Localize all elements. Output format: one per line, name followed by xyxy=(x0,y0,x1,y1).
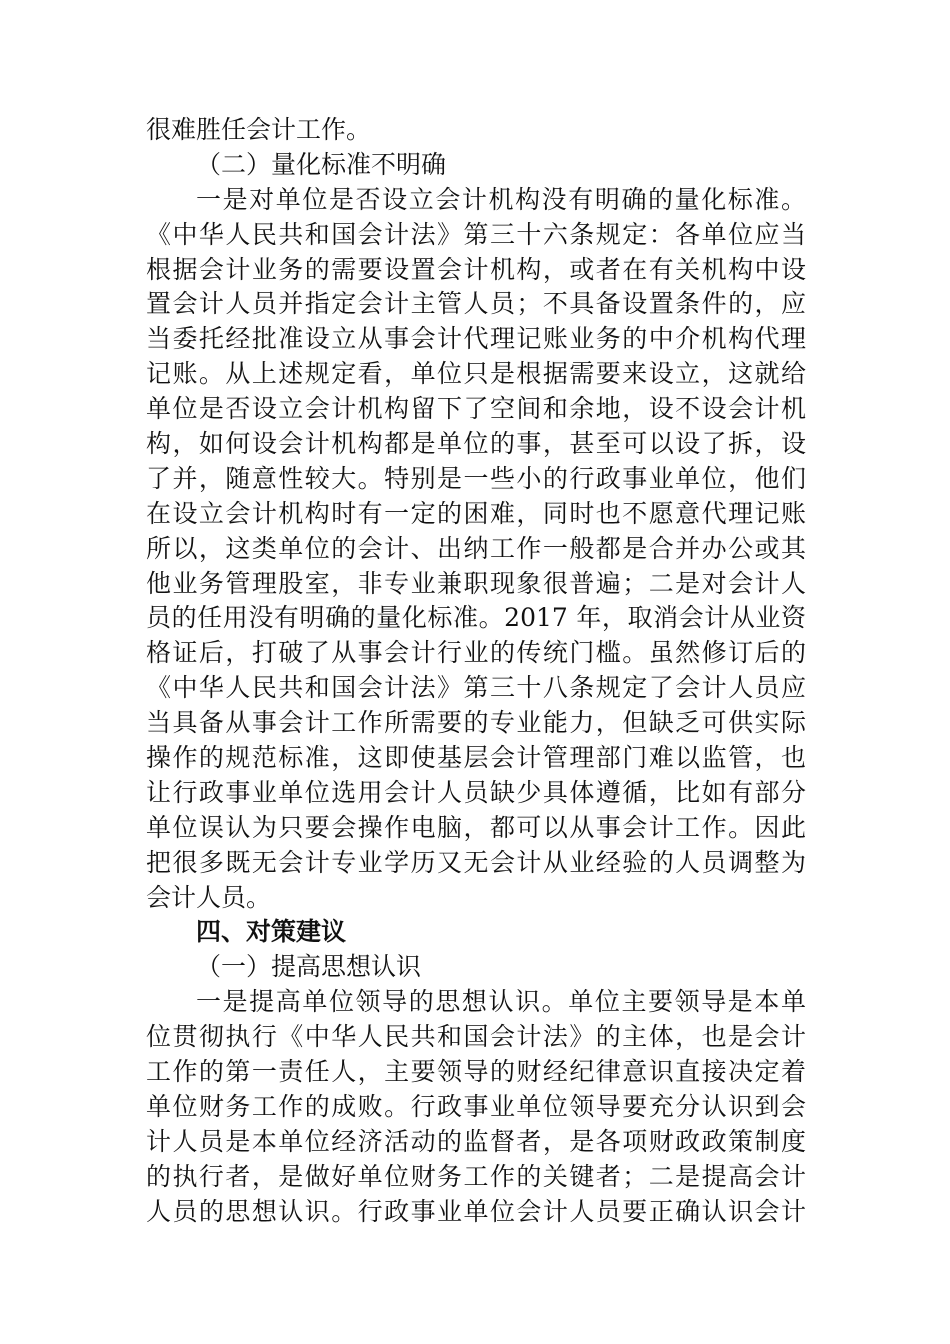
paragraph-line: 员的任用没有明确的量化标准。2017 年，取消会计从业资 xyxy=(146,603,806,633)
paragraph-line: 记账。从上述规定看，单位只是根据需要来设立，这就给 xyxy=(146,359,806,389)
paragraph-line: 《中华人民共和国会计法》第三十八条规定了会计人员应 xyxy=(146,673,806,703)
paragraph-line: 《中华人民共和国会计法》第三十六条规定：各单位应当 xyxy=(146,219,806,249)
paragraph-line: 一是对单位是否设立会计机构没有明确的量化标准。 xyxy=(196,184,806,214)
paragraph-line: 置会计人员并指定会计主管人员；不具备设置条件的，应 xyxy=(146,289,806,319)
paragraph-line: 把很多既无会计专业学历又无会计从业经验的人员调整为 xyxy=(146,847,806,877)
paragraph-line: 格证后，打破了从事会计行业的传统门槛。虽然修订后的 xyxy=(146,638,806,668)
paragraph-line: 根据会计业务的需要设置会计机构，或者在有关机构中设 xyxy=(146,254,806,284)
subsection-heading: （一）提高思想认识 xyxy=(196,952,422,982)
paragraph-line: 构，如何设会计机构都是单位的事，甚至可以设了拆，设 xyxy=(146,429,806,459)
paragraph-line: 的执行者，是做好单位财务工作的关键者；二是提高会计 xyxy=(146,1161,806,1191)
paragraph-line: 一是提高单位领导的思想认识。单位主要领导是本单 xyxy=(196,987,806,1017)
paragraph-line: 让行政事业单位选用会计人员缺少具体遵循，比如有部分 xyxy=(146,777,806,807)
paragraph-line: 计人员是本单位经济活动的监督者，是各项财政政策制度 xyxy=(146,1126,806,1156)
paragraph-line: 所以，这类单位的会计、出纳工作一般都是合并办公或其 xyxy=(146,533,806,563)
paragraph-line: 工作的第一责任人，主要领导的财经纪律意识直接决定着 xyxy=(146,1057,806,1087)
section-heading: 四、对策建议 xyxy=(196,917,347,947)
paragraph-line: 很难胜任会计工作。 xyxy=(146,115,372,144)
paragraph-line: 在设立会计机构时有一定的困难，同时也不愿意代理记账 xyxy=(146,498,806,528)
paragraph-line: 单位是否设立会计机构留下了空间和余地，设不设会计机 xyxy=(146,394,806,424)
paragraph-line: 当委托经批准设立从事会计代理记账业务的中介机构代理 xyxy=(146,324,806,354)
paragraph-line: 单位误认为只要会操作电脑，都可以从事会计工作。因此 xyxy=(146,812,806,842)
paragraph-line: 当具备从事会计工作所需要的专业能力，但缺乏可供实际 xyxy=(146,708,806,738)
paragraph-line: 位贯彻执行《中华人民共和国会计法》的主体，也是会计 xyxy=(146,1022,806,1052)
paragraph-line: 他业务管理股室，非专业兼职现象很普遍；二是对会计人 xyxy=(146,568,806,598)
paragraph-line: 操作的规范标准，这即使基层会计管理部门难以监管，也 xyxy=(146,743,806,773)
paragraph-line: 了并，随意性较大。特别是一些小的行政事业单位，他们 xyxy=(146,463,806,493)
paragraph-line: 会计人员。 xyxy=(146,882,272,912)
subsection-heading: （二）量化标准不明确 xyxy=(196,149,447,179)
paragraph-line: 单位财务工作的成败。行政事业单位领导要充分认识到会 xyxy=(146,1091,806,1121)
paragraph-line: 人员的思想认识。行政事业单位会计人员要正确认识会计 xyxy=(146,1196,806,1226)
document-body xyxy=(146,113,806,1230)
